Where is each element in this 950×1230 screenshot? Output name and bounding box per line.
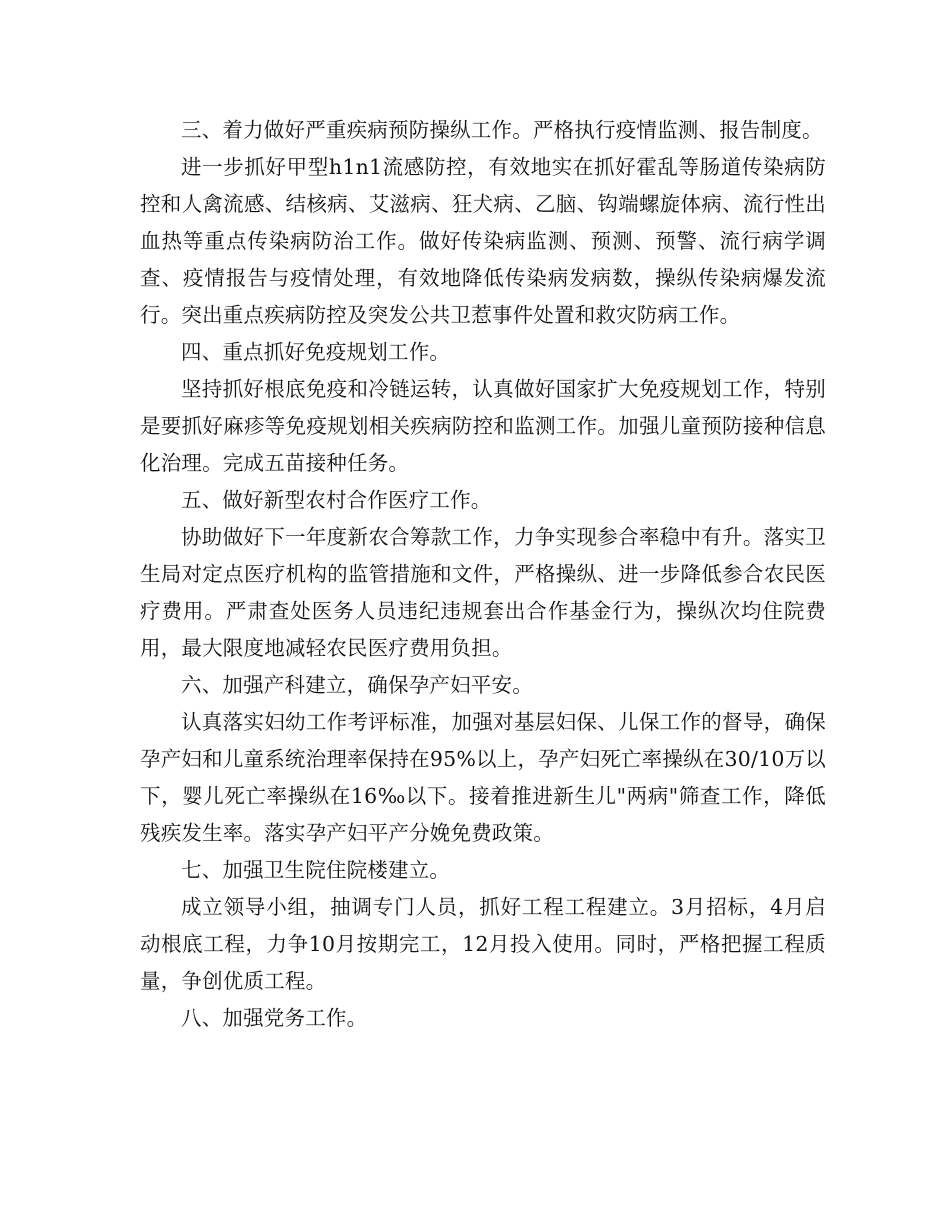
- paragraph-section-5-heading: 五、做好新型农村合作医疗工作。: [181, 488, 492, 512]
- paragraph-maternal-child-health: 认真落实妇幼工作考评标准，加强对基层妇保、儿保工作的督导，确保孕产妇和儿童系统治理率保持在95%以上，孕产妇死亡率操纵在30/10万以下，婴儿死亡率操纵在16‰以下。接着推进新生儿"两病"筛查工作，降低残疾发生率。落实孕产妇平产分娩免费政策。: [140, 710, 826, 845]
- paragraph-infectious-disease: 进一步抓好甲型h1n1流感防控，有效地实在抓好霍乱等肠道传染病防控和人禽流感、结核病、艾滋病、狂犬病、乙脑、钩端螺旋体病、流行性出血热等重点传染病防治工作。做好传染病监测、预测、预警、流行病学调查、疫情报告与疫情处理，有效地降低传染病发病数，操纵传染病爆发流行。突出重点疾病防控及突发公共卫惹事件处置和救灾防病工作。: [140, 155, 826, 327]
- paragraph-section-6-heading: 六、加强产科建立，确保孕产妇平安。: [181, 673, 533, 697]
- paragraph-section-4-heading: 四、重点抓好免疫规划工作。: [181, 340, 451, 364]
- paragraph-rural-cooperative-medical: 协助做好下一年度新农合筹款工作，力争实现参合率稳中有升。落实卫生局对定点医疗机构的监管措施和文件，严格操纵、进一步降低参合农民医疗费用。严肃查处医务人员违纪违规套出合作基金行为，操纵次均住院费用，最大限度地减轻农民医疗费用负担。: [140, 525, 826, 660]
- paragraph-inpatient-building: 成立领导小组，抽调专门人员，抓好工程工程建立。3月招标，4月启动根底工程，力争10月按期完工，12月投入使用。同时，严格把握工程质量，争创优质工程。: [140, 895, 826, 993]
- document-body: [140, 112, 826, 1037]
- paragraph-section-8-heading: 八、加强党务工作。: [181, 1006, 368, 1030]
- paragraph-section-3-heading: 三、着力做好严重疾病预防操纵工作。严格执行疫情监测、报告制度。: [181, 118, 823, 142]
- paragraph-section-7-heading: 七、加强卫生院住院楼建立。: [181, 858, 451, 882]
- paragraph-immunization: 坚持抓好根底免疫和冷链运转，认真做好国家扩大免疫规划工作，特别是要抓好麻疹等免疫规划相关疾病防控和监测工作。加强儿童预防接种信息化治理。完成五苗接种任务。: [140, 377, 826, 475]
